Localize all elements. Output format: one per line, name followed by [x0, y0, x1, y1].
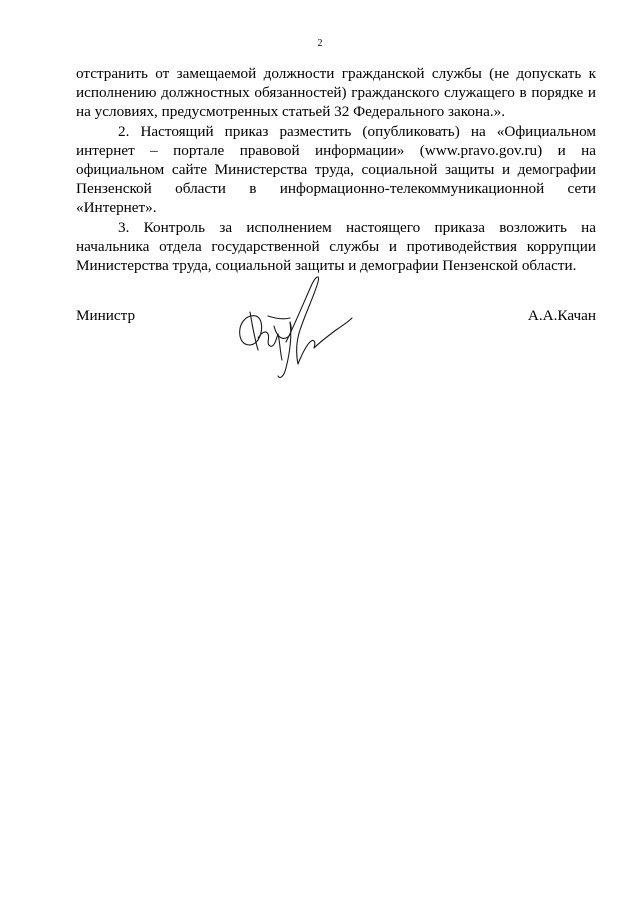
paragraph-continuation: отстранить от замещаемой должности гражданской службы (не допускать к исполнению должностных обязанностей) гражданского служащего в порядке и на условиях, предусмотренных статьей 32 Федерального закона.». [76, 65, 596, 121]
paragraph-item-2: 2. Настоящий приказ разместить (опубликовать) на «Официальном интернет – портале правовой информации» (www.pravo.gov.ru) и на официальном сайте Министерства труда, социальной защиты и демографии Пензенской области в информационно-телекоммуникационной сети «Интернет». [76, 122, 596, 217]
paragraph-item-3: 3. Контроль за исполнением настоящего приказа возложить на начальника отдела государственной службы и противодействия коррупции Министерства труда, социальной защиты и демографии Пензенской области. [76, 218, 596, 275]
handwritten-signature-icon [228, 272, 358, 390]
document-body [76, 64, 596, 275]
signatory-name: А.А.Качан [527, 307, 596, 324]
page-number: 2 [317, 38, 323, 49]
signatory-position: Министр [76, 307, 136, 324]
